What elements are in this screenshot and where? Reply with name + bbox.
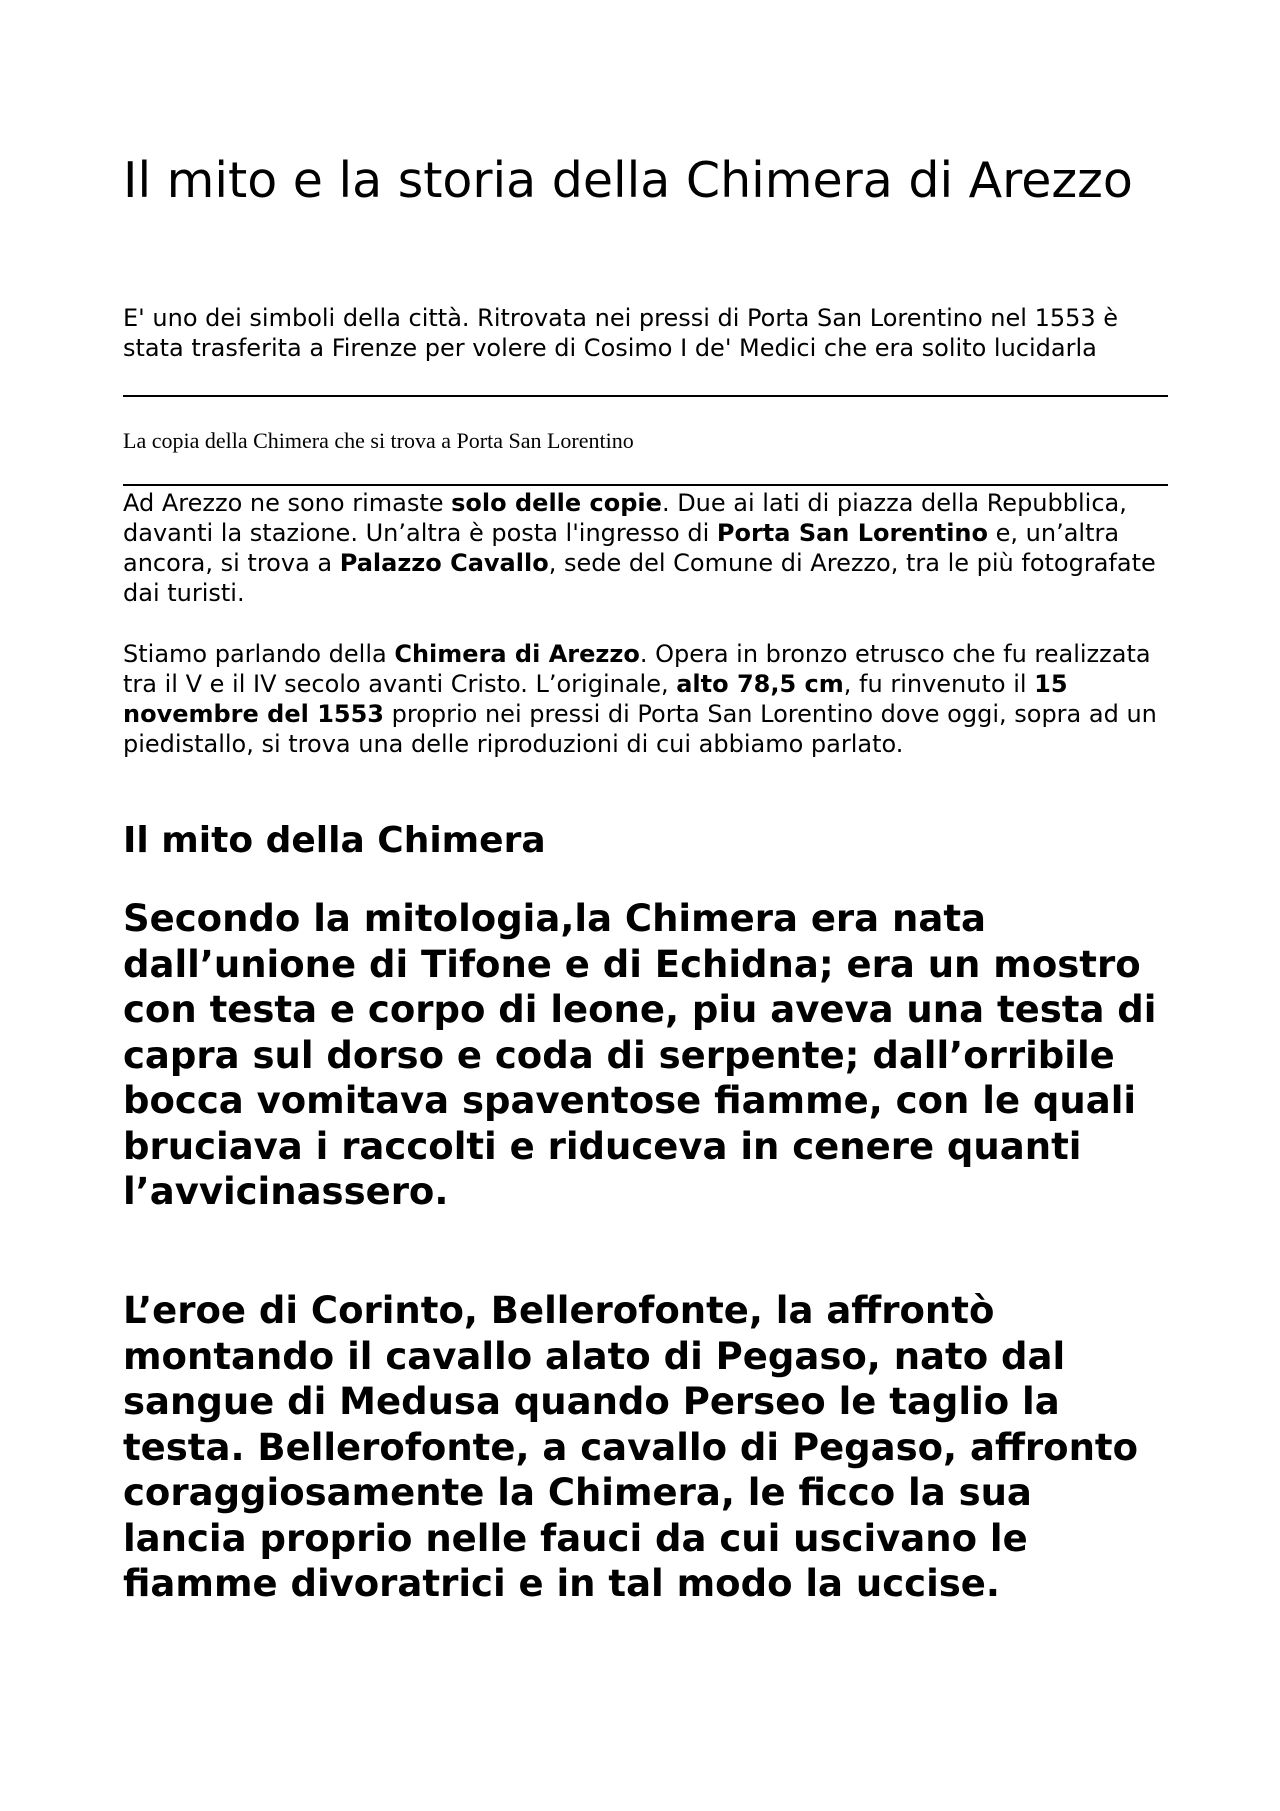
text-run: proprio nei pressi di Porta San Lorentino dove oggi, sopra ad un piedistallo, si trova una delle riproduzioni di cui abbiamo parlato. [123, 700, 1157, 758]
text-run: Stiamo parlando della [123, 640, 395, 668]
section-heading: Il mito della Chimera [123, 820, 546, 861]
text-run: Ad Arezzo ne sono rimaste [123, 489, 452, 517]
caption-top-rule [123, 395, 1168, 397]
text-run: , sede del Comune di Arezzo, tra le più fotografate dai turisti. [123, 549, 1156, 607]
page-title: Il mito e la storia della Chimera di Arezzo [123, 152, 1133, 209]
paragraph-copies [123, 488, 1168, 608]
bold-run: alto 78,5 cm [676, 670, 844, 698]
bold-run: Palazzo Cavallo [339, 549, 549, 577]
bold-run: solo delle copie [451, 489, 662, 517]
myth-paragraph-2: L’eroe di Corinto, Bellerofonte, la affrontò montando il cavallo alato di Pegaso, nato dal sangue di Medusa quando Perseo le taglio la testa. Bellerofonte, a cavallo di Pegaso, affronto coraggiosamente la Chimera, le ficco la sua lancia proprio nelle fauci da cui uscivano le fiamme divoratrici e in tal modo la uccise. [123, 1289, 1139, 1605]
text-run: . Opera in bronzo etrusco che fu realizzata tra il V e il IV secolo avanti Cristo. L’originale, [123, 640, 1151, 698]
text-run: , fu rinvenuto il [843, 670, 1035, 698]
bold-run: Porta San Lorentino [716, 519, 988, 547]
caption-bottom-rule [123, 484, 1168, 486]
image-caption: La copia della Chimera che si trova a Porta San Lorentino [123, 428, 634, 453]
intro-paragraph: E' uno dei simboli della città. Ritrovata nei pressi di Porta San Lorentino nel 1553 è stata trasferita a Firenze per volere di Cosimo I de' Medici che era solito lucidarla [123, 304, 1119, 362]
bold-run: Chimera di Arezzo [394, 640, 640, 668]
paragraph-chimera [123, 639, 1168, 759]
text-run: . Due ai lati di piazza della Repubblica, davanti la stazione. Un’altra è posta l'ingresso di [123, 489, 1127, 547]
bold-run: 15 novembre del 1553 [123, 670, 1068, 728]
myth-paragraph-1: Secondo la mitologia,la Chimera era nata dall’unione di Tifone e di Echidna; era un mostro con testa e corpo di leone, piu aveva una testa di capra sul dorso e coda di serpente; dall’orribile bocca vomitava spaventose fiamme, con le quali bruciava i raccolti e riduceva in cenere quanti l’avvicinassero. [123, 897, 1157, 1213]
text-run: e, un’altra ancora, si trova a [123, 519, 1120, 577]
